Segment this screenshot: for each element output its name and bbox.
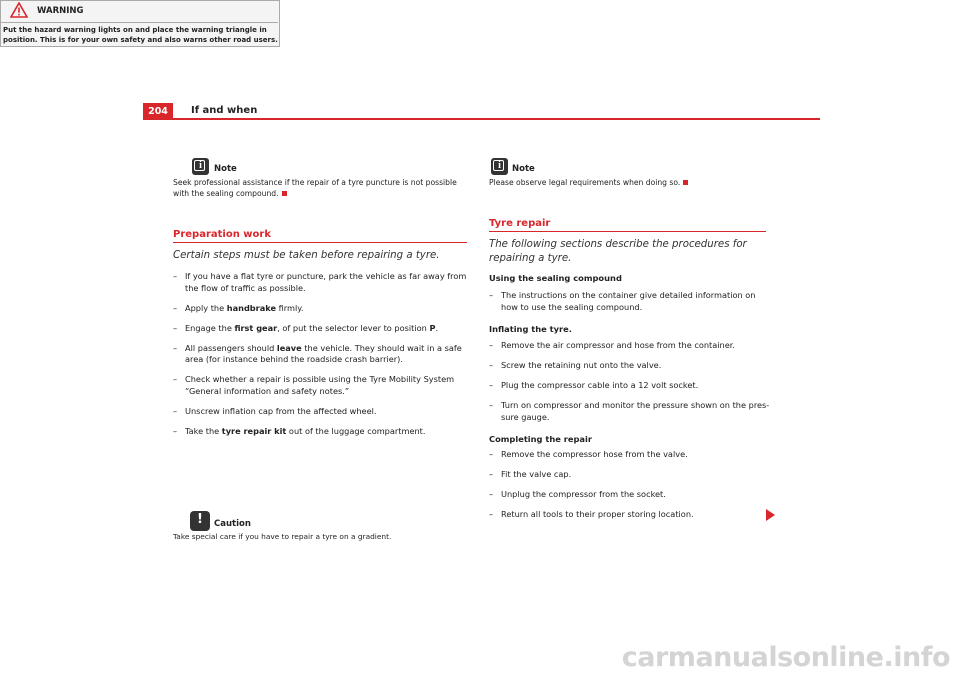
preparation-title: Preparation work [173, 229, 271, 240]
step-text: Check whether a repair is possible using the Tyre Mobility System “General information and safety notes.” [185, 374, 455, 396]
step-text: All passengers should [185, 342, 277, 353]
sealing-steps [489, 290, 771, 322]
step-text: Apply the [185, 302, 227, 313]
preparation-steps [173, 271, 467, 446]
step-bold: first gear [234, 322, 278, 333]
tyre-repair-intro: The following sections describe the procedures for repairing a tyre. [489, 239, 747, 264]
list-item [173, 426, 467, 438]
info-icon: i [491, 158, 508, 175]
next-page-arrow-icon [766, 509, 775, 521]
step-bold: tyre repair kit [221, 425, 287, 436]
list-item [173, 271, 467, 294]
caution-icon [190, 511, 210, 531]
right-note-body: Please observe legal requirements when doing so. [489, 178, 681, 187]
list-item: – Return all tools to their proper storing location. [489, 509, 771, 521]
list-item: – Remove the compressor hose from the valve. [489, 449, 771, 461]
step-text: , of put the selector lever to position [277, 322, 430, 333]
list-item: – Fit the valve cap. [489, 469, 771, 481]
list-item [173, 406, 467, 418]
left-note-title: Note [214, 164, 237, 174]
running-header: If and when [191, 105, 258, 116]
step-text: Unscrew inflation cap from the affected wheel. [185, 405, 377, 416]
step-bold: leave [276, 342, 302, 353]
step-text: Take the [185, 425, 222, 436]
subhead-inflating: Inflating the tyre. [489, 324, 572, 334]
right-note-title: Note [512, 164, 535, 174]
caution-title: Caution [214, 519, 251, 529]
preparation-rule [173, 242, 467, 243]
info-icon: i [192, 158, 209, 175]
list-item: – Plug the compressor cable into a 12 volt socket. [489, 380, 771, 392]
inflating-steps [489, 340, 771, 432]
warning-triangle-icon [10, 2, 28, 18]
warning-text: Put the hazard warning lights on and place the warning triangle in position. This is for your own safety and also warns other road users. [3, 26, 278, 44]
step-text: If you have a flat tyre or puncture, park the vehicle as far away from the flow of traffic as possible. [185, 271, 467, 293]
tyre-repair-title: Tyre repair [489, 218, 551, 229]
subhead-sealing: Using the sealing compound [489, 273, 622, 283]
list-item: – Turn on compressor and monitor the pressure shown on the pres-sure gauge. [489, 400, 771, 423]
preparation-intro: Certain steps must be taken before repairing a tyre. [173, 250, 440, 261]
step-text: the vehicle. They should wait in a safe area (for instance behind the roadside crash barrier). [185, 342, 462, 364]
list-item [173, 303, 467, 315]
warning-title: WARNING [37, 6, 84, 16]
step-text: Engage the [185, 322, 235, 333]
step-text: firmly. [276, 302, 304, 313]
end-mark-icon [282, 191, 287, 196]
tyre-repair-rule [489, 231, 766, 232]
list-item: – The instructions on the container give detailed information on how to use the sealing compound. [489, 290, 771, 313]
completing-steps [489, 449, 771, 529]
right-note-text [489, 177, 767, 188]
step-text: . [435, 322, 439, 333]
step-text: out of the luggage compartment. [286, 425, 426, 436]
step-bold: P [429, 322, 436, 333]
list-item: – Remove the air compressor and hose from the container. [489, 340, 771, 352]
subhead-completing: Completing the repair [489, 434, 592, 444]
step-bold: handbrake [226, 302, 277, 313]
left-note-text [173, 177, 467, 199]
list-item [173, 343, 467, 366]
caution-text: Take special care if you have to repair a tyre on a gradient. [173, 532, 392, 541]
page-number: 204 [143, 103, 173, 120]
end-mark-icon [683, 180, 688, 185]
list-item [173, 323, 467, 335]
warning-box [0, 0, 280, 47]
warning-header [0, 0, 278, 23]
list-item [173, 374, 467, 397]
left-note-body: Seek professional assistance if the repair of a tyre puncture is not possible with the sealing compound. [173, 178, 457, 198]
watermark: carmanualsonline.info [621, 642, 950, 673]
list-item: – Screw the retaining nut onto the valve. [489, 360, 771, 372]
header-rule [173, 118, 820, 120]
list-item: – Unplug the compressor from the socket. [489, 489, 771, 501]
